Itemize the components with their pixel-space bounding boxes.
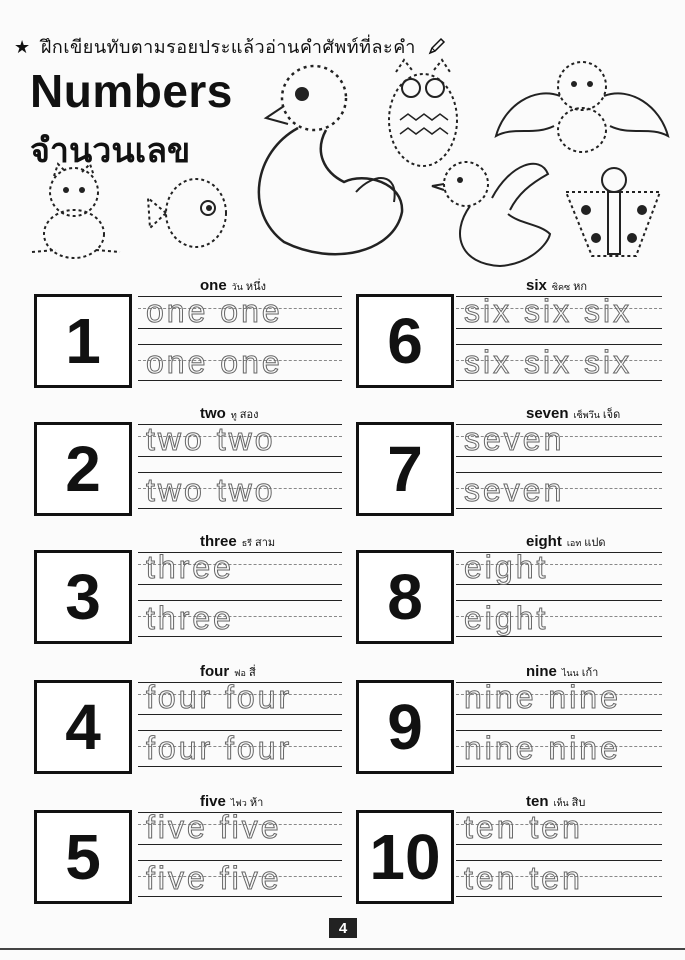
number-digit: 4 (65, 691, 101, 763)
number-word-ph: เซ็พวึน (573, 411, 600, 421)
number-row (356, 405, 662, 518)
tracing-word[interactable]: six six six (464, 293, 633, 329)
number-box (356, 294, 454, 388)
number-word-ph: เท็น (553, 799, 569, 809)
tracing-word[interactable]: nine nine (464, 730, 621, 766)
tracing-word[interactable]: six six six (464, 344, 633, 380)
number-digit: 1 (65, 305, 101, 377)
tracing-word[interactable]: three (146, 549, 234, 585)
tracing-word[interactable]: eight (464, 600, 549, 636)
butterfly-icon (562, 166, 668, 266)
tracing-word[interactable]: two two (146, 421, 276, 457)
number-box (34, 422, 132, 516)
number-box (356, 422, 454, 516)
number-word-th: ห้า (249, 796, 264, 809)
number-digit: 7 (387, 433, 423, 505)
number-word-ph: เอท (566, 539, 582, 549)
star-icon: ★ (14, 37, 31, 58)
number-box (34, 810, 132, 904)
number-row (356, 793, 662, 906)
tracing-word[interactable]: nine nine (464, 679, 621, 715)
number-word-th: เก้า (581, 666, 599, 679)
number-word-th: สิบ (571, 796, 586, 809)
tracing-word[interactable]: one one (146, 293, 283, 329)
tracing-word[interactable]: seven (464, 472, 565, 508)
number-word-th: เจ็ด (602, 408, 621, 421)
number-box (356, 550, 454, 644)
tracing-word[interactable]: one one (146, 344, 283, 380)
number-row (356, 277, 662, 390)
number-word-en: six (526, 277, 547, 294)
number-box (356, 810, 454, 904)
tracing-word[interactable]: eight (464, 549, 549, 585)
number-word-ph: ทู (230, 411, 237, 421)
number-box (34, 680, 132, 774)
page-subtitle-thai: จำนวนเลข (30, 131, 191, 171)
tracing-word[interactable]: ten ten (464, 809, 583, 845)
number-box (34, 550, 132, 644)
number-word-ph: ซิคซ (551, 283, 571, 293)
number-word-ph: ไนน (561, 669, 579, 679)
number-digit: 6 (387, 305, 423, 377)
tracing-word[interactable]: seven (464, 421, 565, 457)
bird-icon (430, 154, 554, 274)
tracing-word[interactable]: ten ten (464, 860, 583, 896)
number-word-ph: ธรี (241, 539, 253, 549)
number-box (356, 680, 454, 774)
number-word-th: แปด (584, 536, 606, 549)
number-word-en: five (200, 793, 226, 810)
number-word-ph: ไฟว (230, 799, 247, 809)
instruction-label: ฝึกเขียนทับตามรอยประแล้วอ่านคำศัพท์ที่ละคำ (40, 37, 416, 58)
tracing-word[interactable]: five five (146, 860, 282, 896)
number-word-en: four (200, 663, 230, 680)
number-digit: 10 (369, 821, 441, 893)
number-word-th: หนึ่ง (245, 280, 267, 293)
page-title: Numbers (30, 65, 233, 117)
number-digit: 2 (65, 433, 101, 505)
number-row (34, 533, 342, 646)
fish-icon (146, 168, 230, 268)
tracing-word[interactable]: three (146, 600, 234, 636)
instruction-text (14, 32, 446, 61)
pencil-icon (428, 37, 446, 60)
number-digit: 8 (387, 561, 423, 633)
tracing-word[interactable]: four four (146, 679, 293, 715)
number-row (356, 533, 662, 646)
number-row (34, 277, 342, 390)
tracing-word[interactable]: five five (146, 809, 282, 845)
tracing-word[interactable]: two two (146, 472, 276, 508)
number-word-en: one (200, 277, 227, 294)
number-word-en: seven (526, 405, 569, 422)
page-number: 4 (329, 918, 357, 938)
number-word-en: nine (526, 663, 557, 680)
number-word-th: สอง (239, 408, 259, 421)
bottom-rule (0, 948, 685, 950)
number-row (34, 405, 342, 518)
number-row (34, 793, 342, 906)
number-word-ph: ฟอ (234, 669, 246, 679)
number-row (356, 663, 662, 776)
number-row (34, 663, 342, 776)
cat-icon (26, 162, 126, 262)
number-digit: 5 (65, 821, 101, 893)
number-word-en: ten (526, 793, 549, 810)
number-word-th: สาม (255, 536, 276, 549)
number-word-en: three (200, 533, 237, 550)
number-digit: 9 (387, 691, 423, 763)
number-digit: 3 (65, 561, 101, 633)
number-word-th: หก (573, 280, 588, 293)
number-word-en: eight (526, 533, 562, 550)
number-word-ph: วัน (231, 283, 243, 293)
bat-icon (494, 56, 670, 166)
number-word-th: สี่ (248, 666, 256, 679)
number-box (34, 294, 132, 388)
number-word-en: two (200, 405, 226, 422)
tracing-word[interactable]: four four (146, 730, 293, 766)
